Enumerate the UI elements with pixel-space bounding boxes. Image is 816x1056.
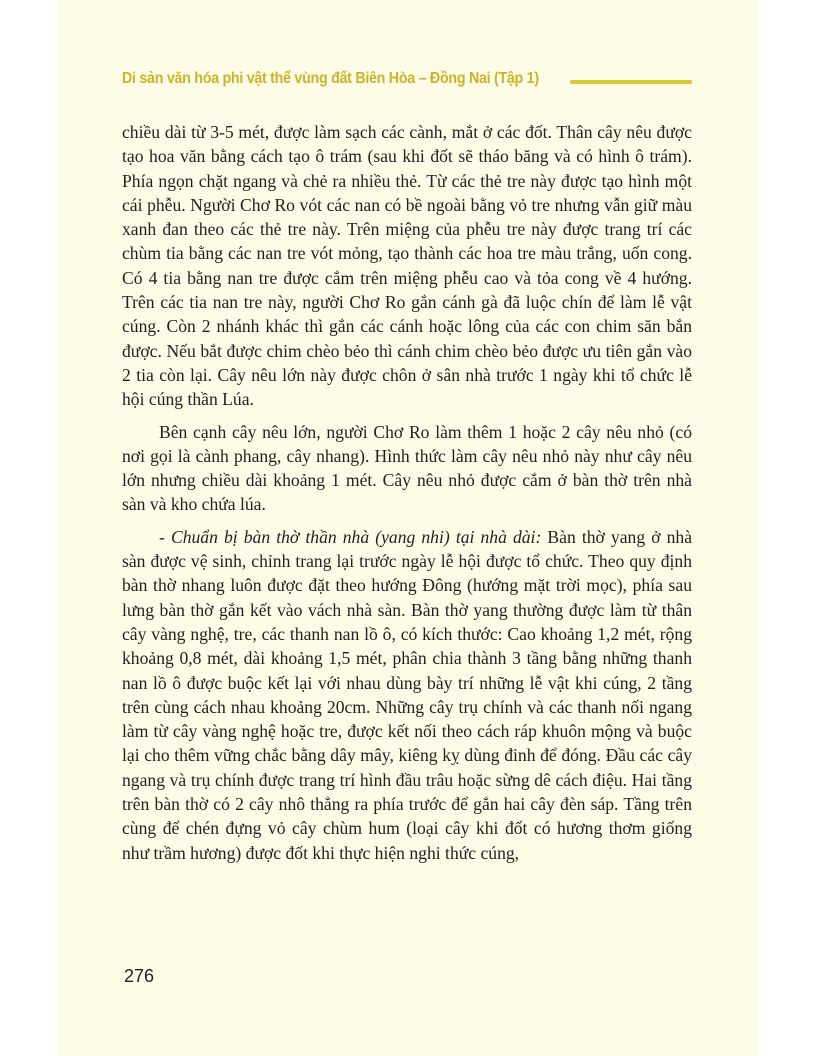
paragraph-1: chiều dài từ 3-5 mét, được làm sạch các cành, mắt ở các đốt. Thân cây nêu được tạo hoa văn bằng cách tạo ô trám (sau khi đốt sẽ tháo băng và có hình ô trám). Phía ngọn chặt ngang và chẻ ra nhiều thẻ. Từ các thẻ tre này được tạo hình một cái phễu. Người Chơ Ro vót các nan có bề ngoài bằng vỏ tre nhưng vẫn giữ màu xanh đan theo các thẻ tre này. Trên miệng của phễu tre này được trang trí các chùm tia bằng các nan tre vót mỏng, tạo thành các hoa tre màu trắng, uốn cong. Có 4 tia bằng nan tre được cắm trên miệng phễu cao và tỏa cong về 4 hướng. Trên các tia nan tre này, người Chơ Ro gắn cánh gà đã luộc chín để làm lễ vật cúng. Còn 2 nhánh khác thì gắn các cánh hoặc lông của các con chim săn bắn được. Nếu bắt được chim chèo bẻo thì cánh chim chèo bẻo được ưu tiên gắn vào 2 tia còn lại. Cây nêu lớn này được chôn ở sân nhà trước 1 ngày khi tổ chức lễ hội cúng thần Lúa. bbox=[122, 122, 692, 410]
header-decorative-rule bbox=[570, 80, 692, 84]
paragraph-3-body: Bàn thờ yang ở nhà sàn được vệ sinh, chỉnh trang lại trước ngày lễ hội được tổ chức. Theo quy định bàn thờ nhang luôn được đặt theo hướng Đông (hướng mặt trời mọc), phía sau lưng bàn thờ gắn kết vào vách nhà sàn. Bàn thờ yang thường được làm từ thân cây vàng nghệ, tre, các thanh nan lồ ô, có kích thước: Cao khoảng 1,2 mét, rộng khoảng 0,8 mét, dài khoảng 1,5 mét, phân chia thành 3 tầng bằng những thanh nan lồ ô được buộc kết lại với nhau dùng bày trí những lễ vật khi cúng, 2 tầng trên cùng cách nhau khoảng 20cm. Những cây trụ chính và các thanh nối ngang làm từ cây vàng nghệ hoặc tre, được kết nối theo cách ráp khuôn mộng và buộc lại cho thêm vững chắc bằng dây mây, kiêng kỵ dùng đinh để đóng. Đầu các cây ngang và trụ chính được trang trí hình đầu trâu hoặc sừng dê cách điệu. Hai tầng trên bàn thờ có 2 cây nhô thẳng ra phía trước để gắn hai cây đèn sáp. Tầng trên cùng để chén đựng vỏ cây chùm hum (loại cây khi đốt có hương thơm giống như trầm hương) được đốt khi thực hiện nghi thức cúng, bbox=[122, 526, 692, 863]
paragraph-3-lead: - bbox=[159, 526, 171, 547]
paragraph-3-italic-heading: Chuẩn bị bàn thờ thần nhà (yang nhi) tại nhà dài: bbox=[170, 526, 542, 547]
running-header-title: Di sản văn hóa phi vật thể vùng đất Biên Hòa – Đồng Nai (Tập 1) bbox=[122, 70, 539, 87]
running-header bbox=[122, 70, 692, 92]
paragraph-3 bbox=[122, 525, 692, 865]
body-text bbox=[122, 120, 692, 865]
paragraph-2: Bên cạnh cây nêu lớn, người Chơ Ro làm thêm 1 hoặc 2 cây nêu nhỏ (có nơi gọi là cành phang, cây nhang). Hình thức làm cây nêu nhỏ này như cây nêu lớn nhưng chiều dài khoảng 1 mét. Cây nêu nhỏ được cắm ở bàn thờ trên nhà sàn và kho chứa lúa. bbox=[122, 421, 692, 515]
page-number: 276 bbox=[124, 966, 155, 986]
